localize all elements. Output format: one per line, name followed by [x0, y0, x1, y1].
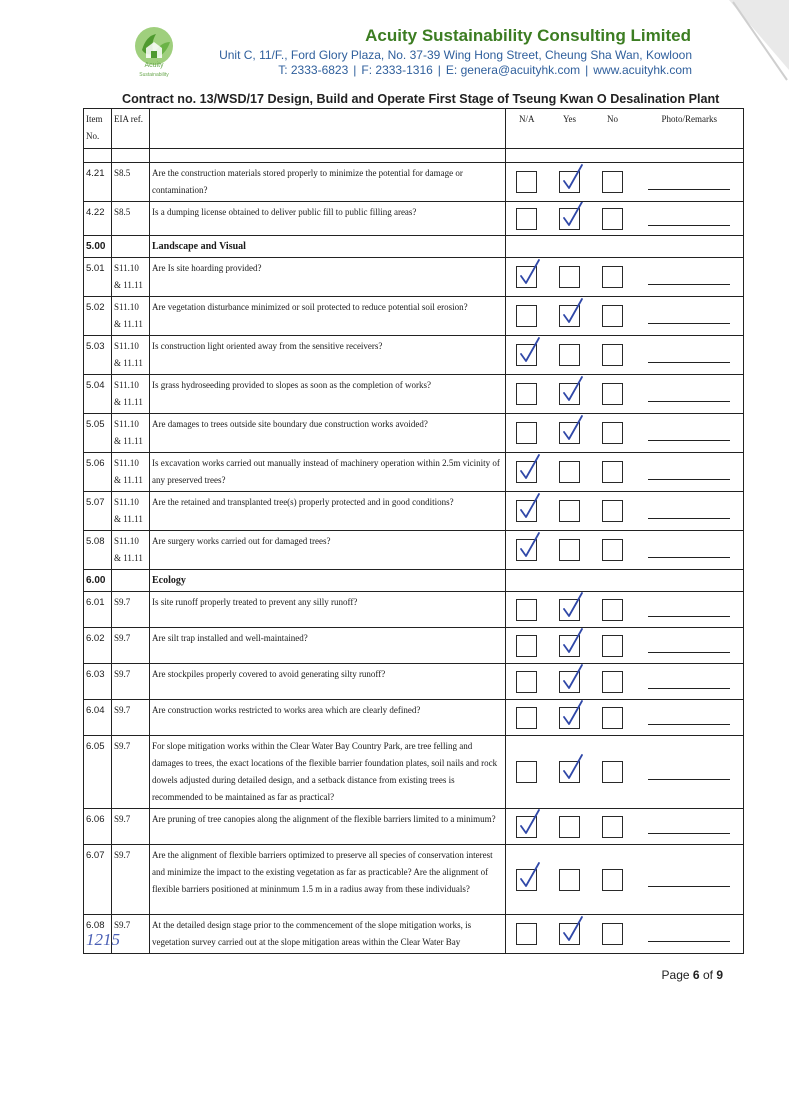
- yes-header: Yes: [548, 109, 592, 149]
- eia-ref: S11.10 & 11.11: [112, 414, 150, 453]
- yes-checkbox[interactable]: [559, 599, 580, 621]
- logo-subtext: Sustainability: [139, 72, 169, 78]
- item-number: 5.04: [84, 375, 112, 414]
- no-cell: [592, 664, 634, 700]
- na-checkbox[interactable]: [516, 635, 537, 657]
- yes-checkbox[interactable]: [559, 869, 580, 891]
- item-number: 4.21: [84, 163, 112, 202]
- no-checkbox[interactable]: [602, 599, 623, 621]
- na-checkbox[interactable]: [516, 869, 537, 891]
- item-question: Are surgery works carried out for damaged trees?: [150, 531, 506, 570]
- table-row: [84, 375, 744, 414]
- na-cell: [506, 414, 548, 453]
- remarks-cell: [634, 700, 744, 736]
- item-number: 5.02: [84, 297, 112, 336]
- na-cell: [506, 845, 548, 915]
- yes-cell: [548, 736, 592, 809]
- item-question: Is construction light oriented away from the sensitive receivers?: [150, 336, 506, 375]
- checkmark-icon: [518, 453, 542, 483]
- remarks-cell: [634, 915, 744, 954]
- company-address: Unit C, 11/F., Ford Glory Plaza, No. 37-39 Wing Hong Street, Cheung Sha Wan, Kowloon: [219, 48, 692, 62]
- eia-header: EIA ref.: [112, 109, 150, 149]
- no-cell: [592, 700, 634, 736]
- na-cell: [506, 736, 548, 809]
- yes-cell: [548, 336, 592, 375]
- na-cell: [506, 297, 548, 336]
- remarks-cell: [634, 664, 744, 700]
- website: www.acuityhk.com: [593, 63, 692, 77]
- remarks-field[interactable]: [648, 872, 730, 887]
- item-header: [84, 109, 112, 149]
- table-row: [84, 492, 744, 531]
- page-current: 6: [692, 968, 700, 982]
- yes-checkbox[interactable]: [559, 461, 580, 483]
- na-cell: [506, 664, 548, 700]
- eia-ref: S9.7: [112, 915, 150, 954]
- remarks-field[interactable]: [648, 927, 730, 942]
- remarks-cell: [634, 375, 744, 414]
- na-cell: [506, 202, 548, 236]
- remarks-field[interactable]: [648, 175, 730, 190]
- no-checkbox[interactable]: [602, 171, 623, 193]
- item-number: 6.08: [84, 915, 112, 954]
- yes-cell: [548, 453, 592, 492]
- na-cell: [506, 592, 548, 628]
- no-checkbox[interactable]: [602, 923, 623, 945]
- no-cell: [592, 202, 634, 236]
- table-row: [84, 628, 744, 664]
- na-checkbox[interactable]: [516, 305, 537, 327]
- remarks-field[interactable]: [648, 211, 730, 226]
- yes-checkbox[interactable]: [559, 383, 580, 405]
- remarks-cell: [634, 592, 744, 628]
- remarks-cell: [634, 414, 744, 453]
- no-checkbox[interactable]: [602, 816, 623, 838]
- na-cell: [506, 809, 548, 845]
- yes-checkbox[interactable]: [559, 923, 580, 945]
- remarks-cell: [634, 336, 744, 375]
- section-row: [84, 236, 744, 258]
- no-header: No: [592, 109, 634, 149]
- table-row: [84, 845, 744, 915]
- remarks-field[interactable]: [648, 674, 730, 689]
- no-checkbox[interactable]: [602, 869, 623, 891]
- table-spacer-row: [84, 149, 744, 163]
- yes-checkbox[interactable]: [559, 707, 580, 729]
- remarks-cell: [634, 736, 744, 809]
- description-header: [150, 109, 506, 149]
- yes-checkbox[interactable]: [559, 671, 580, 693]
- na-checkbox[interactable]: [516, 383, 537, 405]
- no-cell: [592, 492, 634, 531]
- eia-ref: S9.7: [112, 809, 150, 845]
- na-cell: [506, 700, 548, 736]
- separator: |: [353, 63, 357, 77]
- checkmark-icon: [561, 414, 585, 444]
- eia-ref: S11.10 & 11.11: [112, 531, 150, 570]
- no-cell: [592, 531, 634, 570]
- eia-ref: S9.7: [112, 736, 150, 809]
- item-number: 6.06: [84, 809, 112, 845]
- table-row: [84, 531, 744, 570]
- yes-checkbox[interactable]: [559, 635, 580, 657]
- no-cell: [592, 336, 634, 375]
- na-cell: [506, 492, 548, 531]
- table-row: [84, 163, 744, 202]
- na-checkbox[interactable]: [516, 923, 537, 945]
- na-checkbox[interactable]: [516, 208, 537, 230]
- remarks-cell: [634, 531, 744, 570]
- item-number: 5.03: [84, 336, 112, 375]
- separator: |: [437, 63, 441, 77]
- checkmark-icon: [518, 861, 542, 891]
- table-row: [84, 915, 744, 954]
- checkmark-icon: [518, 336, 542, 366]
- eia-ref: S9.7: [112, 592, 150, 628]
- na-header: N/A: [506, 109, 548, 149]
- remarks-field[interactable]: [648, 765, 730, 780]
- na-checkbox[interactable]: [516, 500, 537, 522]
- no-checkbox[interactable]: [602, 383, 623, 405]
- item-question: Are construction works restricted to works area which are clearly defined?: [150, 700, 506, 736]
- no-cell: [592, 915, 634, 954]
- checkmark-icon: [518, 809, 542, 838]
- checkmark-icon: [561, 297, 585, 327]
- yes-cell: [548, 531, 592, 570]
- checkmark-icon: [561, 163, 585, 193]
- yes-cell: [548, 414, 592, 453]
- table-row: [84, 297, 744, 336]
- no-checkbox[interactable]: [602, 266, 623, 288]
- item-number: 6.07: [84, 845, 112, 915]
- yes-cell: [548, 375, 592, 414]
- remarks-field[interactable]: [648, 465, 730, 480]
- remarks-cell: [634, 163, 744, 202]
- remarks-field[interactable]: [648, 270, 730, 285]
- remarks-cell: [634, 492, 744, 531]
- na-cell: [506, 258, 548, 297]
- remarks-field[interactable]: [648, 387, 730, 402]
- table-header-row: [84, 109, 744, 149]
- no-checkbox[interactable]: [602, 344, 623, 366]
- item-number: 5.00: [84, 236, 112, 258]
- na-checkbox[interactable]: [516, 539, 537, 561]
- company-contact: [278, 63, 692, 77]
- section-title: Landscape and Visual: [150, 236, 506, 258]
- na-cell: [506, 915, 548, 954]
- eia-ref: [112, 236, 150, 258]
- phone: T: 2333-6823: [278, 63, 349, 77]
- fax: F: 2333-1316: [361, 63, 433, 77]
- na-cell: [506, 628, 548, 664]
- item-no-header-label: No.: [86, 131, 100, 141]
- no-cell: [592, 592, 634, 628]
- no-checkbox[interactable]: [602, 761, 623, 783]
- yes-cell: [548, 492, 592, 531]
- item-question: Are the alignment of flexible barriers optimized to preserve all species of conservation interest and minimize the impact to the existing vegetation as far as practicable? Are the alignment of flexible barriers positioned at mininmum 1.5 m in a radius away from these individuals?: [150, 845, 506, 915]
- remarks-field[interactable]: [648, 710, 730, 725]
- checkmark-icon: [561, 202, 585, 230]
- yes-checkbox[interactable]: [559, 171, 580, 193]
- item-header-label: Item: [86, 114, 103, 124]
- item-number: 6.04: [84, 700, 112, 736]
- na-cell: [506, 163, 548, 202]
- checkmark-icon: [518, 258, 542, 288]
- remarks-field[interactable]: [648, 504, 730, 519]
- no-cell: [592, 628, 634, 664]
- item-question: Is a dumping license obtained to deliver public fill to public filling areas?: [150, 202, 506, 236]
- yes-checkbox[interactable]: [559, 266, 580, 288]
- na-cell: [506, 453, 548, 492]
- item-question: Are vegetation disturbance minimized or soil protected to reduce potential soil erosion?: [150, 297, 506, 336]
- na-checkbox[interactable]: [516, 599, 537, 621]
- no-cell: [592, 163, 634, 202]
- remarks-cell: [634, 297, 744, 336]
- na-checkbox[interactable]: [516, 344, 537, 366]
- na-checkbox[interactable]: [516, 461, 537, 483]
- remarks-cell: [634, 258, 744, 297]
- eia-ref: S9.7: [112, 700, 150, 736]
- eia-ref: S11.10 & 11.11: [112, 453, 150, 492]
- item-number: 6.03: [84, 664, 112, 700]
- no-checkbox[interactable]: [602, 461, 623, 483]
- checkmark-icon: [561, 375, 585, 405]
- no-checkbox[interactable]: [602, 635, 623, 657]
- yes-checkbox[interactable]: [559, 816, 580, 838]
- yes-cell: [548, 163, 592, 202]
- no-cell: [592, 736, 634, 809]
- checkmark-icon: [518, 492, 542, 522]
- checklist-table: [83, 108, 744, 954]
- na-checkbox[interactable]: [516, 816, 537, 838]
- item-number: 5.07: [84, 492, 112, 531]
- na-checkbox[interactable]: [516, 266, 537, 288]
- no-checkbox[interactable]: [602, 707, 623, 729]
- item-question: Are the construction materials stored properly to minimize the potential for damage or contamination?: [150, 163, 506, 202]
- item-question: Are damages to trees outside site boundary due construction works avoided?: [150, 414, 506, 453]
- item-question: Are stockpiles properly covered to avoid generating silty runoff?: [150, 664, 506, 700]
- table-row: [84, 592, 744, 628]
- remarks-field[interactable]: [648, 543, 730, 558]
- item-question: Are the retained and transplanted tree(s) properly protected and in good conditions?: [150, 492, 506, 531]
- item-question: At the detailed design stage prior to the commencement of the slope mitigation works, is vegetation survey carried out at the slope mitigation areas within the Clear Water Bay: [150, 915, 506, 954]
- no-cell: [592, 414, 634, 453]
- page-of: of: [702, 968, 713, 982]
- table-row: [84, 202, 744, 236]
- table-row: [84, 736, 744, 809]
- remarks-cell: [634, 628, 744, 664]
- remarks-field[interactable]: [648, 309, 730, 324]
- logo-text: Acuity: [144, 62, 164, 69]
- checkmark-icon: [561, 700, 585, 729]
- section-title: Ecology: [150, 570, 506, 592]
- remarks-field[interactable]: [648, 426, 730, 441]
- handwritten-note: 1215: [86, 930, 120, 949]
- na-checkbox[interactable]: [516, 422, 537, 444]
- item-question: Are pruning of tree canopies along the alignment of the flexible barriers limited to a minimum?: [150, 809, 506, 845]
- na-cell: [506, 375, 548, 414]
- na-checkbox[interactable]: [516, 761, 537, 783]
- remarks-cell: [634, 453, 744, 492]
- page-corner-shadow: [719, 0, 789, 120]
- na-cell: [506, 531, 548, 570]
- table-row: [84, 700, 744, 736]
- eia-ref: S8.5: [112, 163, 150, 202]
- eia-ref: S9.7: [112, 628, 150, 664]
- yes-cell: [548, 845, 592, 915]
- no-cell: [592, 297, 634, 336]
- remarks-field[interactable]: [648, 602, 730, 617]
- item-number: 5.08: [84, 531, 112, 570]
- na-checkbox[interactable]: [516, 707, 537, 729]
- acuity-logo-icon: [124, 20, 184, 80]
- no-checkbox[interactable]: [602, 305, 623, 327]
- na-checkbox[interactable]: [516, 671, 537, 693]
- item-number: 6.05: [84, 736, 112, 809]
- table-row: [84, 336, 744, 375]
- no-checkbox[interactable]: [602, 671, 623, 693]
- checkmark-icon: [518, 531, 542, 561]
- page-label: Page: [661, 968, 690, 982]
- yes-cell: [548, 809, 592, 845]
- remarks-cell: [634, 845, 744, 915]
- item-number: 6.01: [84, 592, 112, 628]
- email: E: genera@acuityhk.com: [445, 63, 581, 77]
- yes-cell: [548, 628, 592, 664]
- eia-ref: S9.7: [112, 664, 150, 700]
- yes-checkbox[interactable]: [559, 208, 580, 230]
- remarks-header: Photo/Remarks: [634, 109, 744, 149]
- eia-ref: S11.10 & 11.11: [112, 336, 150, 375]
- item-question: Is excavation works carried out manually instead of machinery operation within 2.5m vicinity of any preserved trees?: [150, 453, 506, 492]
- remarks-cell: [634, 809, 744, 845]
- checkmark-icon: [561, 664, 585, 693]
- checkmark-icon: [561, 915, 585, 945]
- table-row: [84, 258, 744, 297]
- no-checkbox[interactable]: [602, 500, 623, 522]
- item-question: Is site runoff properly treated to prevent any silly runoff?: [150, 592, 506, 628]
- item-number: 4.22: [84, 202, 112, 236]
- item-number: 6.02: [84, 628, 112, 664]
- no-cell: [592, 453, 634, 492]
- na-checkbox[interactable]: [516, 171, 537, 193]
- eia-ref: S8.5: [112, 202, 150, 236]
- no-checkbox[interactable]: [602, 208, 623, 230]
- section-row: [84, 570, 744, 592]
- company-name: Acuity Sustainability Consulting Limited: [365, 26, 691, 45]
- eia-ref: S11.10 & 11.11: [112, 375, 150, 414]
- table-row: [84, 414, 744, 453]
- eia-ref: S11.10 & 11.11: [112, 492, 150, 531]
- checkmark-icon: [561, 628, 585, 657]
- yes-cell: [548, 258, 592, 297]
- item-question: Are silt trap installed and well-maintained?: [150, 628, 506, 664]
- no-cell: [592, 375, 634, 414]
- remarks-field[interactable]: [648, 819, 730, 834]
- table-row: [84, 809, 744, 845]
- yes-checkbox[interactable]: [559, 539, 580, 561]
- checkmark-icon: [561, 592, 585, 621]
- no-cell: [592, 845, 634, 915]
- no-cell: [592, 809, 634, 845]
- item-number: 5.06: [84, 453, 112, 492]
- yes-checkbox[interactable]: [559, 305, 580, 327]
- item-number: 6.00: [84, 570, 112, 592]
- page-total: 9: [716, 968, 723, 982]
- item-number: 5.01: [84, 258, 112, 297]
- remarks-field[interactable]: [648, 638, 730, 653]
- remarks-field[interactable]: [648, 348, 730, 363]
- no-checkbox[interactable]: [602, 539, 623, 561]
- no-checkbox[interactable]: [602, 422, 623, 444]
- item-question: Are Is site hoarding provided?: [150, 258, 506, 297]
- yes-cell: [548, 202, 592, 236]
- contract-title: Contract no. 13/WSD/17 Design, Build and Operate First Stage of Tseung Kwan O Desalination Plant: [122, 92, 720, 106]
- separator: |: [585, 63, 589, 77]
- yes-cell: [548, 592, 592, 628]
- yes-checkbox[interactable]: [559, 500, 580, 522]
- no-cell: [592, 258, 634, 297]
- item-question: For slope mitigation works within the Clear Water Bay Country Park, are tree felling and damages to trees, the exact locations of the flexible barrier foundation plates, soil nails and rock dowels adjusted during detailed design, and a setback distance from existing trees is recommended to be maintained as far as practical?: [150, 736, 506, 809]
- table-row: [84, 453, 744, 492]
- yes-cell: [548, 297, 592, 336]
- na-cell: [506, 336, 548, 375]
- yes-checkbox[interactable]: [559, 761, 580, 783]
- page-number: [662, 968, 723, 982]
- yes-cell: [548, 915, 592, 954]
- yes-checkbox[interactable]: [559, 422, 580, 444]
- item-question: Is grass hydroseeding provided to slopes as soon as the completion of works?: [150, 375, 506, 414]
- yes-cell: [548, 664, 592, 700]
- remarks-cell: [634, 202, 744, 236]
- eia-ref: [112, 570, 150, 592]
- table-row: [84, 664, 744, 700]
- eia-ref: S11.10 & 11.11: [112, 297, 150, 336]
- item-number: 5.05: [84, 414, 112, 453]
- yes-cell: [548, 700, 592, 736]
- eia-ref: S9.7: [112, 845, 150, 915]
- eia-ref: S11.10 & 11.11: [112, 258, 150, 297]
- yes-checkbox[interactable]: [559, 344, 580, 366]
- checkmark-icon: [561, 753, 585, 783]
